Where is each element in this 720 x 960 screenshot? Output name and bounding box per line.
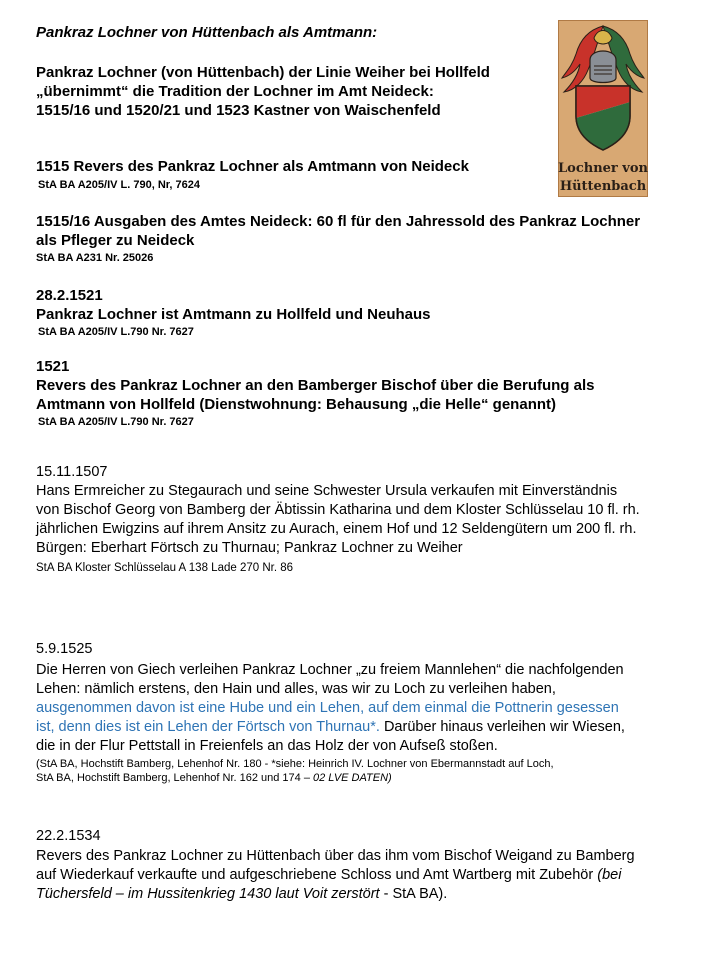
record-1507-date: 15.11.1507 xyxy=(36,464,108,480)
entry-1521b-line-2: Amtmann von Hollfeld (Dienstwohnung: Behausung „die Helle“ genannt) xyxy=(36,396,557,413)
entry-151516-line-2: als Pfleger zu Neideck xyxy=(36,232,195,249)
intro-line-3: 1515/16 und 1520/21 und 1523 Kastner von Waischenfeld xyxy=(36,102,441,119)
entry-1521a-ref: StA BA A205/IV L.790 Nr. 7627 xyxy=(38,326,194,338)
record-1534-line-3a: Tüchersfeld – im Hussitenkrieg 1430 laut Voit zerstört xyxy=(36,886,380,902)
page-title: Pankraz Lochner von Hüttenbach als Amtmann: xyxy=(36,24,378,41)
record-1525-ref-1: (StA BA, Hochstift Bamberg, Lehenhof Nr. 180 - *siehe: Heinrich IV. Lochner von Ebermannstadt auf Loch, xyxy=(36,758,554,770)
entry-1521b-line-1: Revers des Pankraz Lochner an den Bamberger Bischof über die Berufung als xyxy=(36,377,595,394)
record-1507-ref: StA BA Kloster Schlüsselau A 138 Lade 270 Nr. 86 xyxy=(36,562,294,574)
record-1525-date: 5.9.1525 xyxy=(36,641,93,657)
record-1525-line-3 xyxy=(36,718,625,736)
record-1534-line-3b: - StA BA). xyxy=(379,886,448,902)
record-1525-line-4: die in der Flur Pettstall in Freienfels an das Holz der von Aufseß stoßen. xyxy=(36,738,498,754)
intro-line-1: Pankraz Lochner (von Hüttenbach) der Linie Weiher bei Hollfeld xyxy=(36,64,490,81)
record-1525-line-1: Die Herren von Giech verleihen Pankraz Lochner „zu freiem Mannlehen“ die nachfolgenden xyxy=(36,662,624,678)
record-1525-line-2: Lehen: nämlich erstens, den Hain und alles, was wir zu Loch zu verleihen haben, xyxy=(36,681,556,697)
record-1534-line-2 xyxy=(36,866,621,884)
intro-line-2: „übernimmt“ die Tradition der Lochner im Amt Neideck: xyxy=(36,83,434,100)
record-1534-line-3 xyxy=(36,885,447,903)
record-1534-date: 22.2.1534 xyxy=(36,828,101,844)
record-1525-blue-line-2: ist, denn dies ist ein Lehen der Förtsch von Thurnau*. xyxy=(36,719,380,735)
record-1507-line-4: Bürgen: Eberhart Förtsch zu Thurnau; Pankraz Lochner zu Weiher xyxy=(36,540,463,556)
entry-1521a-title: Pankraz Lochner ist Amtmann zu Hollfeld und Neuhaus xyxy=(36,306,431,323)
record-1534-line-1: Revers des Pankraz Lochner zu Hüttenbach über das ihm vom Bischof Weigand zu Bamberg xyxy=(36,848,635,864)
record-1534-line-2b: (bei xyxy=(597,867,622,883)
record-1525-line-3-rest: Darüber hinaus verleihen wir Wiesen, xyxy=(379,719,625,735)
entry-1521a-date: 28.2.1521 xyxy=(36,287,103,304)
record-1507-line-2: von Bischof Georg von Bamberg der Äbtissin Katharina und dem Kloster Schlüsselau 10 fl. rh. xyxy=(36,502,640,518)
entry-1521b-date: 1521 xyxy=(36,358,70,375)
coat-of-arms-caption-2: Hüttenbach xyxy=(559,179,647,194)
record-1525-ref-2a: StA BA, Hochstift Bamberg, Lehenhof Nr. 162 und 174 – xyxy=(36,772,314,784)
lochner-coat-of-arms-image xyxy=(558,20,648,197)
record-1525-blue-line-1: ausgenommen davon ist eine Hube und ein Lehen, auf dem einmal die Pottnerin gesessen xyxy=(36,700,619,716)
entry-1515-ref: StA BA A205/IV L. 790, Nr, 7624 xyxy=(38,179,201,191)
record-1525-ref-2b: 02 LVE DATEN) xyxy=(313,772,392,784)
entry-1515-title: 1515 Revers des Pankraz Lochner als Amtmann von Neideck xyxy=(36,158,469,175)
coat-of-arms-caption-1: Lochner von xyxy=(558,161,648,176)
entry-1521b-ref: StA BA A205/IV L.790 Nr. 7627 xyxy=(38,416,194,428)
entry-151516-line-1: 1515/16 Ausgaben des Amtes Neideck: 60 fl für den Jahressold des Pankraz Lochner xyxy=(36,213,641,230)
record-1507-line-1: Hans Ermreicher zu Stegaurach und seine Schwester Ursula verkaufen mit Einverständnis xyxy=(36,483,618,499)
record-1534-line-2a: auf Wiederkauf verkaufte und aufgeschriebene Schloss und Amt Wartberg mit Zubehör xyxy=(36,867,598,883)
entry-151516-ref: StA BA A231 Nr. 25026 xyxy=(36,252,154,264)
record-1507-line-3: jährlichen Ewigzins auf ihrem Ansitz zu Aurach, einem Hof und 12 Seldengütern um 200 fl. rh. xyxy=(36,521,637,537)
record-1525-ref-2 xyxy=(36,771,392,785)
